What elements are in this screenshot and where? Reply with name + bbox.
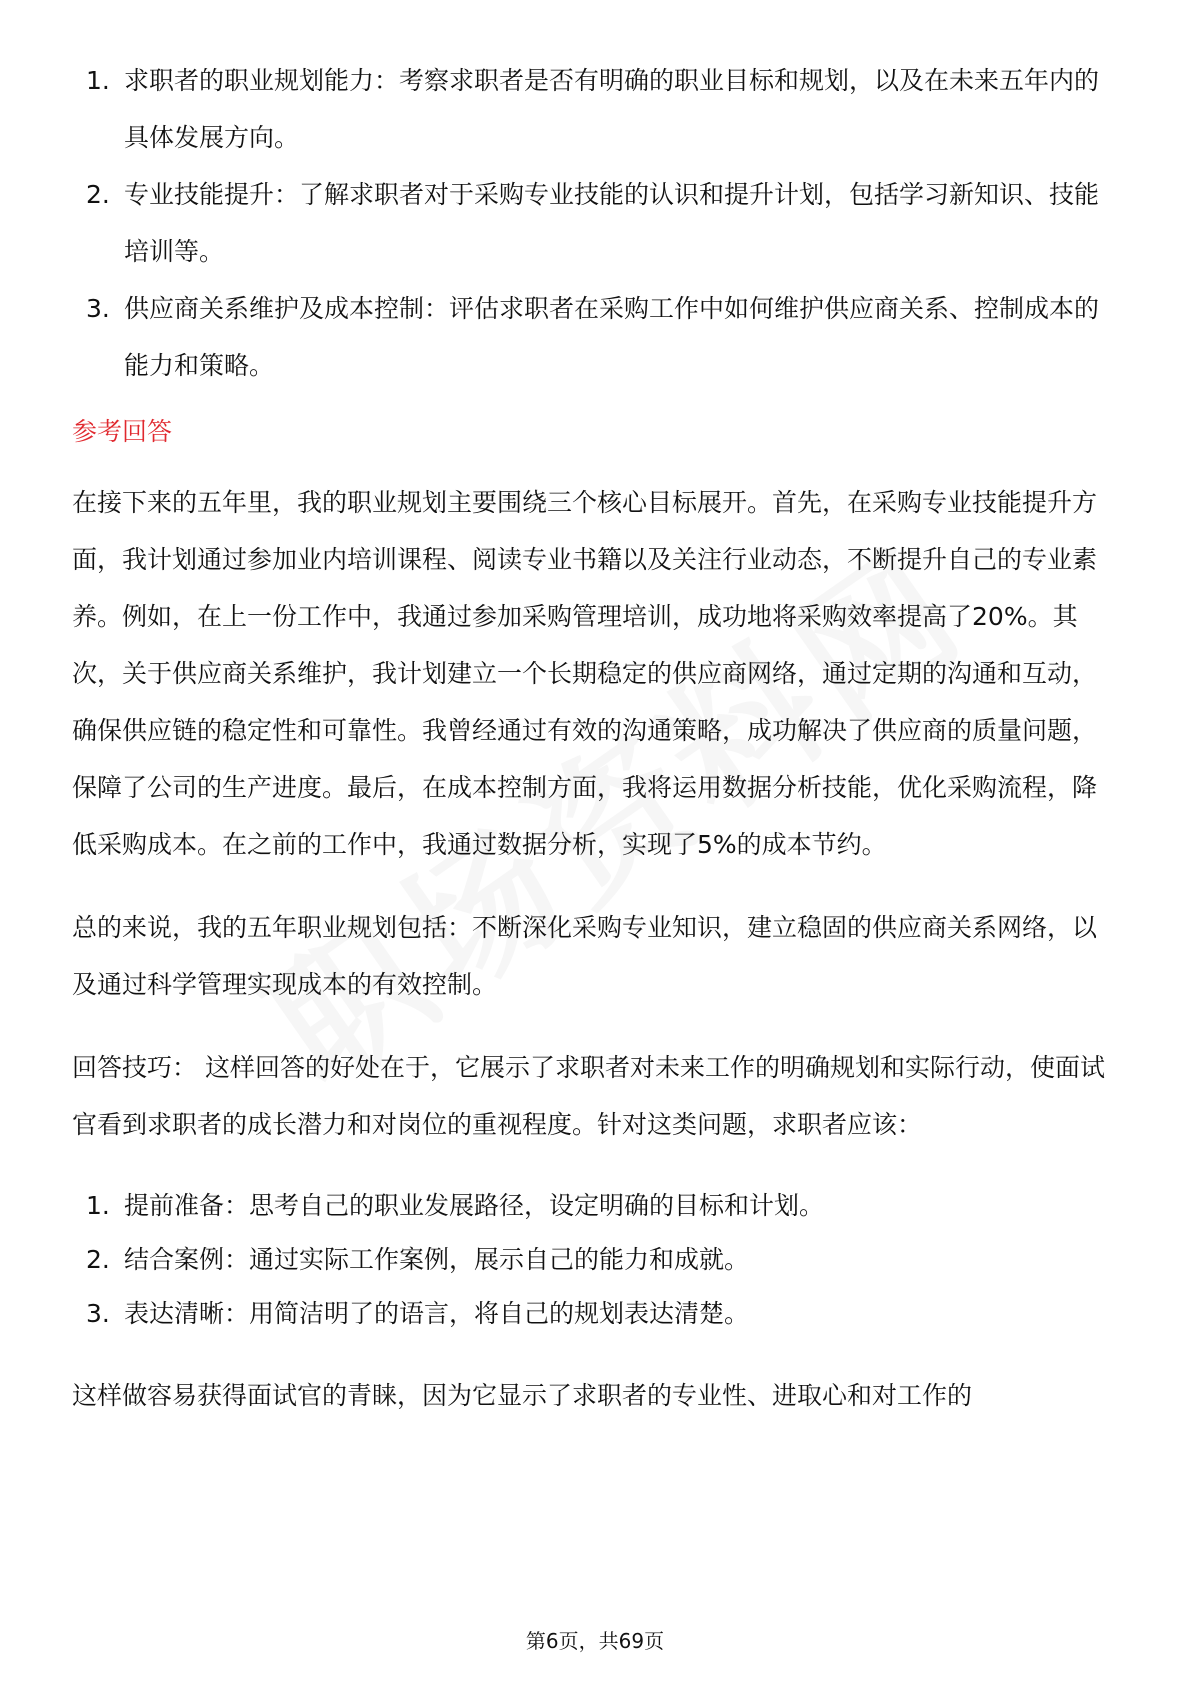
tips-paragraph: 回答技巧： 这样回答的好处在于，它展示了求职者对未来工作的明确规划和实际行动，使面试官看到求职者的成长潜力和对岗位的重视程度。针对这类问题，求职者应该： <box>72 1053 1105 1139</box>
list-item <box>72 280 1118 394</box>
list-item <box>72 52 1118 166</box>
list-number: 2. <box>86 1245 110 1274</box>
list-item-text: 供应商关系维护及成本控制：评估求职者在采购工作中如何维护供应商关系、控制成本的能力和策略。 <box>124 294 1100 380</box>
list-item-text: 求职者的职业规划能力：考察求职者是否有明确的职业目标和规划，以及在未来五年内的具体发展方向。 <box>124 66 1100 152</box>
list-item <box>72 1179 1118 1233</box>
list-item <box>72 166 1118 280</box>
page-number: 第6页，共69页 <box>525 1629 665 1653</box>
list-item <box>72 1287 1118 1341</box>
list-item-text: 专业技能提升：了解求职者对于采购专业技能的认识和提升计划，包括学习新知识、技能培训等。 <box>124 180 1100 266</box>
summary-paragraph: 总的来说，我的五年职业规划包括：不断深化采购专业知识，建立稳固的供应商关系网络，以及通过科学管理实现成本的有效控制。 <box>72 913 1098 999</box>
tips-list <box>72 1179 1118 1341</box>
list-number: 2. <box>86 180 110 209</box>
evaluation-points-list <box>72 52 1118 394</box>
list-number: 3. <box>86 1299 110 1328</box>
section-heading: 参考回答 <box>72 417 173 446</box>
list-number: 1. <box>86 1191 110 1220</box>
list-item-text: 表达清晰：用简洁明了的语言，将自己的规划表达清楚。 <box>124 1299 750 1328</box>
closing-paragraph: 这样做容易获得面试官的青睐，因为它显示了求职者的专业性、进取心和对工作的 <box>72 1381 973 1410</box>
list-item-text: 结合案例：通过实际工作案例，展示自己的能力和成就。 <box>124 1245 750 1274</box>
list-item <box>72 1233 1118 1287</box>
answer-paragraph: 在接下来的五年里，我的职业规划主要围绕三个核心目标展开。首先，在采购专业技能提升方面，我计划通过参加业内培训课程、阅读专业书籍以及关注行业动态，不断提升自己的专业素养。例如，在上一份工作中，我通过参加采购管理培训，成功地将采购效率提高了20%。其次，关于供应商关系维护，我计划建立一个长期稳定的供应商网络，通过定期的沟通和互动，确保供应链的稳定性和可靠性。我曾经通过有效的沟通策略，成功解决了供应商的质量问题，保障了公司的生产进度。最后，在成本控制方面，我将运用数据分析技能，优化采购流程，降低采购成本。在之前的工作中，我通过数据分析，实现了5%的成本节约。 <box>72 488 1098 859</box>
list-item-text: 提前准备：思考自己的职业发展路径，设定明确的目标和计划。 <box>124 1191 825 1220</box>
list-number: 1. <box>86 66 110 95</box>
list-number: 3. <box>86 294 110 323</box>
document-body <box>72 52 1118 1450</box>
